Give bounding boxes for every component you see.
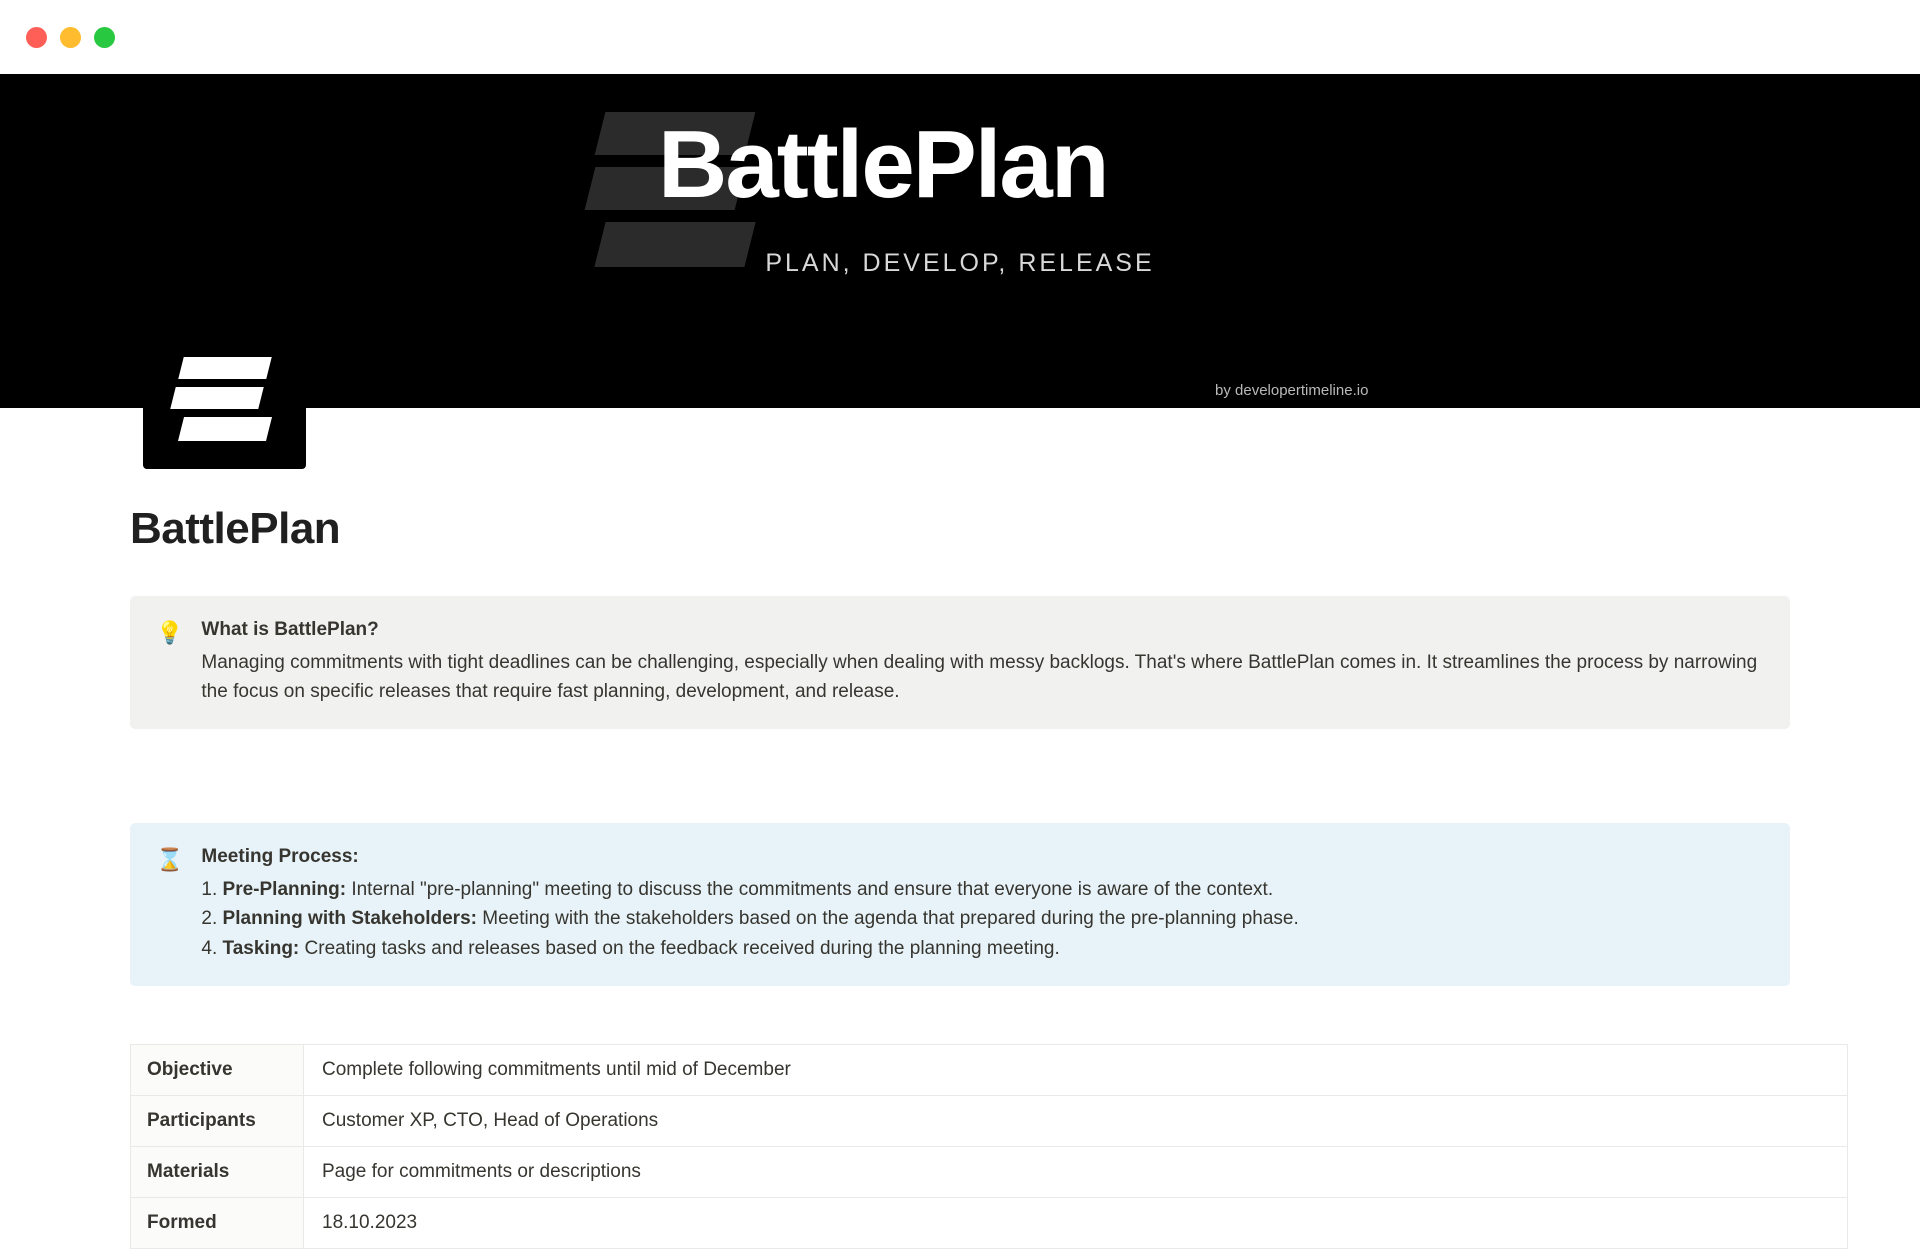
callout-body [201, 616, 1764, 707]
row-value[interactable]: 18.10.2023 [304, 1198, 1848, 1249]
traffic-lights [26, 27, 115, 48]
callout-paragraph: Managing commitments with tight deadlines can be challenging, especially when dealing with messy backlogs. That's where BattlePlan comes in. It streamlines the process by narrowing the focus on specific releases that require fast planning, development, and release. [201, 651, 1758, 702]
callout-title: What is BattlePlan? [201, 619, 379, 640]
step-number: 1. [201, 878, 218, 900]
callout-what-is-battleplan[interactable] [130, 596, 1790, 729]
page-icon[interactable] [143, 329, 306, 469]
close-window-button[interactable] [26, 27, 47, 48]
step-text: Internal "pre-planning" meeting to discuss the commitments and ensure that everyone is aware of the context. [346, 878, 1274, 900]
page-title[interactable]: BattlePlan [130, 504, 341, 553]
cover-tagline: PLAN, DEVELOP, RELEASE [765, 249, 1155, 277]
window-titlebar [0, 0, 1920, 74]
minimize-window-button[interactable] [60, 27, 81, 48]
row-value[interactable]: Complete following commitments until mid of December [304, 1045, 1848, 1096]
cover-byline: by developertimeline.io [1215, 382, 1369, 399]
callout-title: Meeting Process: [201, 845, 359, 867]
hourglass-icon: ⌛ [156, 846, 184, 872]
table-row[interactable] [131, 1045, 1848, 1096]
meeting-step [201, 905, 1298, 934]
zoom-window-button[interactable] [94, 27, 115, 48]
step-text: Meeting with the stakeholders based on the agenda that prepared during the pre-planning phase. [476, 908, 1299, 930]
table-row[interactable] [131, 1147, 1848, 1198]
row-key: Participants [131, 1096, 304, 1147]
row-value[interactable]: Page for commitments or descriptions [304, 1147, 1848, 1198]
table-row[interactable] [131, 1198, 1848, 1249]
step-label: Pre-Planning: [222, 878, 347, 900]
step-text: Creating tasks and releases based on the feedback received during the planning meeting. [299, 938, 1060, 960]
row-key: Materials [131, 1147, 304, 1198]
callout-body [201, 843, 1298, 965]
step-number: 2. [201, 908, 218, 930]
step-label: Planning with Stakeholders: [222, 908, 477, 930]
step-number: 4. [201, 938, 218, 960]
meta-table[interactable] [130, 1044, 1848, 1249]
cover-logo-group [600, 74, 1320, 408]
row-key: Formed [131, 1198, 304, 1249]
table-row[interactable] [131, 1096, 1848, 1147]
meeting-step [201, 876, 1298, 905]
cover-wordmark: BattlePlan [658, 111, 1108, 218]
meeting-step [201, 935, 1298, 964]
step-label: Tasking: [222, 938, 300, 960]
page-content [0, 504, 1920, 1249]
callout-meeting-process[interactable] [130, 823, 1790, 987]
row-key: Objective [131, 1045, 304, 1096]
lightbulb-icon: 💡 [156, 620, 184, 645]
row-value[interactable]: Customer XP, CTO, Head of Operations [304, 1096, 1848, 1147]
